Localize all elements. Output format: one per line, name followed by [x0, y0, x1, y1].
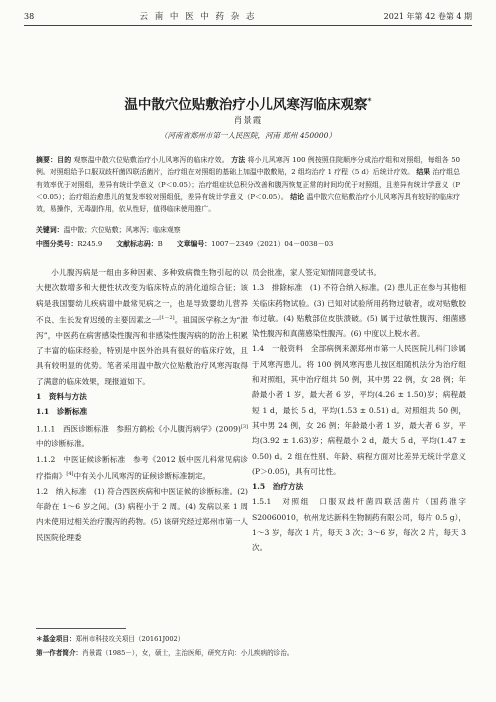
journal-name: 云 南 中 医 中 药 杂 志 — [139, 12, 257, 22]
header-rule — [24, 25, 472, 26]
citation: [3] — [240, 423, 248, 430]
abstract — [36, 154, 460, 215]
classification-line — [36, 238, 460, 248]
treatment-heading: 1.5 治疗方法 — [252, 482, 304, 492]
result-label: 结果 — [416, 168, 431, 177]
body-left-column — [36, 265, 248, 545]
fund-footnote: ＊基金项目：郑州市科技攻关项目（20161J002） — [36, 635, 185, 643]
abstract-conclusion: 温中散穴位贴敷治疗小儿风寒泻具有较好的临床疗效，易操作，无毒副作用，依从性好，值得临床使用推广。 — [36, 192, 461, 214]
doc-code: 文献标志码：B — [116, 240, 163, 248]
western-diagnosis-paragraph: 1.1.1 西医诊断标准 参照方鹤松《小儿腹泻病学》(2009)[3]中的诊断标准。 — [36, 423, 248, 449]
page-number: 38 — [24, 11, 35, 21]
author-footnote: 第一作者简介：肖景霞（1985－），女，硕士，主治医师，研究方向：小儿疾病的诊治。 — [36, 649, 294, 657]
issue-info: 2021 年第 42 卷第 4 期 — [383, 11, 472, 21]
keywords-text: 温中散；穴位贴敷；风寒泻；临床观察 — [63, 226, 181, 234]
subsection-heading: 1.1 诊断标准 — [36, 407, 88, 417]
citation: [4] — [66, 470, 74, 477]
inclusion-criteria-paragraph: 1.2 纳入标准 (1) 符合西医疾病和中医证候的诊断标准。(2) 年龄在 1～6 岁之间。(3) 病程小于 2 周。(4) 发病以来 1 周内未使用过相关治疗腹泻的药物。(5) 该研究经过郑州市第一人民医院伦理委 — [36, 486, 248, 542]
clc-number: 中图分类号：R245.9 — [36, 240, 103, 248]
tcm-diagnosis-paragraph: 1.1.2 中医证候诊断标准 参考《2012 版中医儿科常见病诊疗指南》[4]中有关小儿风寒泻的证候诊断标准制定。 — [36, 454, 248, 481]
footnote-rule — [36, 628, 126, 629]
running-header — [24, 8, 472, 24]
abstract-method: 将小儿风寒泻 100 例按照住院顺序分成治疗组和对照组，每组各 50 例。对照组给予口服双歧杆菌四联活菌片，治疗组在对照组的基础上加温中散敷贴，2 组均治疗 1 疗程（5 d）后统计疗效。 — [36, 156, 460, 177]
continued-paragraph: 员会批准，家人签定知情同意受试书。 — [252, 268, 382, 277]
keywords — [36, 224, 460, 234]
abstract-label: 摘要：目的 — [36, 156, 72, 164]
general-data-paragraph: 1.4 一般资料 全部病例来源郑州市第一人民医院儿科门诊属于风寒泻患儿。将 100 例风寒泻患儿按区组随机法分为治疗组和对照组，其中治疗组共 50 例，其中男 22 例，女 28 例；年龄最小者 1 岁，最大者 6 岁，平均(4.26 ± 1.50)岁；病程最短 1 d，最长 5 d，平均(1.53 ± 0.51) d。对照组共 50 例，其中男 24 例，女 26 例；年龄最小者 1 岁，最大者 6 岁，平均(3.92 ± 1.63)岁；病程最小 2 d，最大 5 d，平均(1.47 ± 0.50) d。2 组在性别、年龄、病程方面对比差异无统计学意义(P＞0.05)，具有可比性。 — [252, 344, 466, 476]
method-label: 方法 — [231, 156, 246, 164]
article-title — [0, 93, 496, 113]
citation: [1－2] — [159, 314, 175, 321]
conclusion-label: 结论 — [290, 192, 305, 201]
intro-paragraph: 小儿腹泻病是一组由多种因素、多种致病微生物引起的以大便次数增多和大便性状改变为临床特点的消化道综合征；该病是我国婴幼儿疾病谱中最常见病之一，也是导致婴幼儿营养不良、生长发育迟缓的主要因素之一[1－2]。祖国医学称之为“泄泻”，中医药在病害感染性腹泻和非感染性腹泻病的防治上积累了丰富的临床经验，特别是中医外治具有很好的临床疗效，且具有较明显的优势。笔者采用温中散穴位贴敷治疗风寒泻取得了满意的临床效果，现报道如下。 — [36, 268, 249, 386]
body-right-column — [252, 265, 466, 556]
keywords-label: 关键词： — [36, 226, 64, 234]
exclusion-criteria-paragraph: 1.3 排除标准 (1) 不符合纳入标准。(2) 患儿正在参与其他相关临床药物试验。(3) 已知对试验所用药物过敏者，或对贴敷胶布过敏。(4) 贴敷部位皮肤溃破。(5) 属于过敏性腹泻、细菌感染性腹泻和真菌感染性腹泻。(6) 中度以上脱水者。 — [252, 283, 466, 339]
section-heading: 1 资料与方法 — [36, 391, 87, 401]
title-mark: * — [367, 95, 372, 106]
article-number: 文章编号：1007－2349（2021）04－0038－03 — [176, 240, 334, 248]
control-group-paragraph: 1.5.1 对照组 口服双歧杆菌四联活菌片（国药准字 S20060010，杭州龙达新科生物制药有限公司，每片 0.5 g），1～3 岁，每次 1 片，每天 3 次；3～6 岁，每次 2 片，每天 3 次。 — [252, 497, 466, 553]
abstract-objective: 观察温中散穴位贴敷治疗小儿风寒泻的临床疗效。 — [73, 156, 229, 164]
abstract-result: 治疗组总有效率优于对照组，差异有统计学意义（P＜0.05）；治疗组症状总积分改善和腹泻恢复正常的时间均优于对照组，且差异有统计学意义（P＜0.05）；治疗组治愈患儿的复发率较对照组低，差异有统计学意义（P＜0.05）。 — [36, 168, 460, 201]
title-text: 温中散穴位贴敷治疗小儿风寒泻临床观察 — [124, 97, 368, 113]
affiliation: （河南省郑州市第一人民医院，河南 郑州 450000） — [160, 131, 336, 140]
author-name: 肖景霞 — [233, 116, 263, 126]
